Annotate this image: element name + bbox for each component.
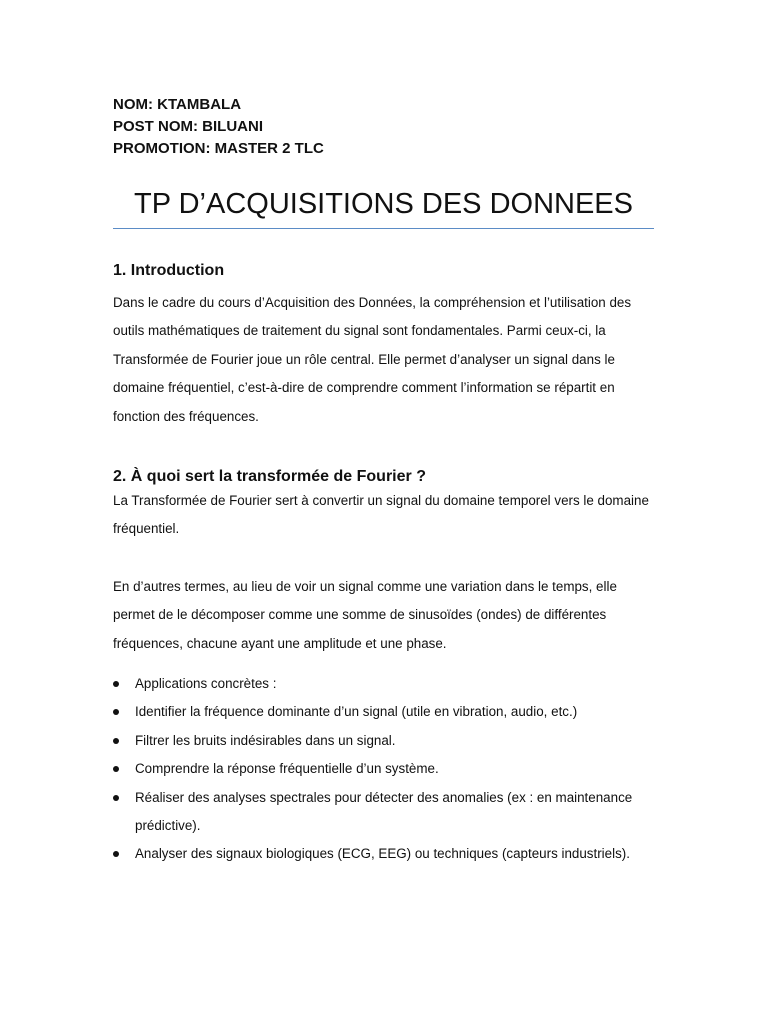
- section-heading-fourier-purpose: 2. À quoi sert la transformée de Fourier ?: [113, 468, 426, 485]
- student-info: [113, 94, 653, 160]
- list-item: [113, 755, 658, 783]
- list-item: [113, 670, 658, 698]
- list-item-text: Identifier la fréquence dominante d’un signal (utile en vibration, audio, etc.): [135, 704, 578, 720]
- list-item: [113, 840, 658, 868]
- list-item-text: Analyser des signaux biologiques (ECG, EEG) ou techniques (capteurs industriels).: [135, 846, 630, 862]
- list-item-text: Réaliser des analyses spectrales pour détecter des anomalies (ex : en maintenance prédictive).: [135, 789, 633, 834]
- list-item: [113, 727, 658, 755]
- fourier-definition-paragraph: La Transformée de Fourier sert à convertir un signal du domaine temporel vers le domaine fréquentiel.: [113, 493, 649, 537]
- introduction-paragraph: Dans le cadre du cours d’Acquisition des Données, la compréhension et l’utilisation des outils mathématiques de traitement du signal sont fondamentales. Parmi ceux-ci, la Transformée de Fourier joue un rôle central. Elle permet d’analyser un signal dans le domaine fréquentiel, c’est-à-dire de comprendre comment l’information se répartit en fonction des fréquences.: [113, 295, 632, 424]
- student-name: NOM: KTAMBALA: [113, 96, 242, 113]
- document-title: TP D’ACQUISITIONS DES DONNEES: [134, 188, 633, 220]
- list-item-text: Applications concrètes :: [135, 676, 277, 691]
- bullet-icon: [113, 681, 119, 687]
- section-heading-introduction: 1. Introduction: [113, 262, 225, 279]
- fourier-explanation-paragraph: En d’autres termes, au lieu de voir un signal comme une variation dans le temps, elle permet de le décomposer comme une somme de sinusoïdes (ondes) de différentes fréquences, chacune ayant une amplitude et une phase.: [113, 579, 617, 651]
- title-underline: [113, 228, 654, 229]
- bullet-icon: [113, 738, 119, 744]
- list-item-text: Filtrer les bruits indésirables dans un signal.: [135, 732, 396, 748]
- student-promotion: PROMOTION: MASTER 2 TLC: [113, 140, 324, 157]
- list-item: [113, 784, 658, 841]
- list-item: [113, 698, 658, 726]
- applications-list: [113, 670, 658, 869]
- student-post-name: POST NOM: BILUANI: [113, 118, 263, 135]
- bullet-icon: [113, 766, 119, 772]
- bullet-icon: [113, 851, 119, 857]
- bullet-icon: [113, 795, 119, 801]
- bullet-icon: [113, 709, 119, 715]
- list-item-text: Comprendre la réponse fréquentielle d’un système.: [135, 761, 439, 777]
